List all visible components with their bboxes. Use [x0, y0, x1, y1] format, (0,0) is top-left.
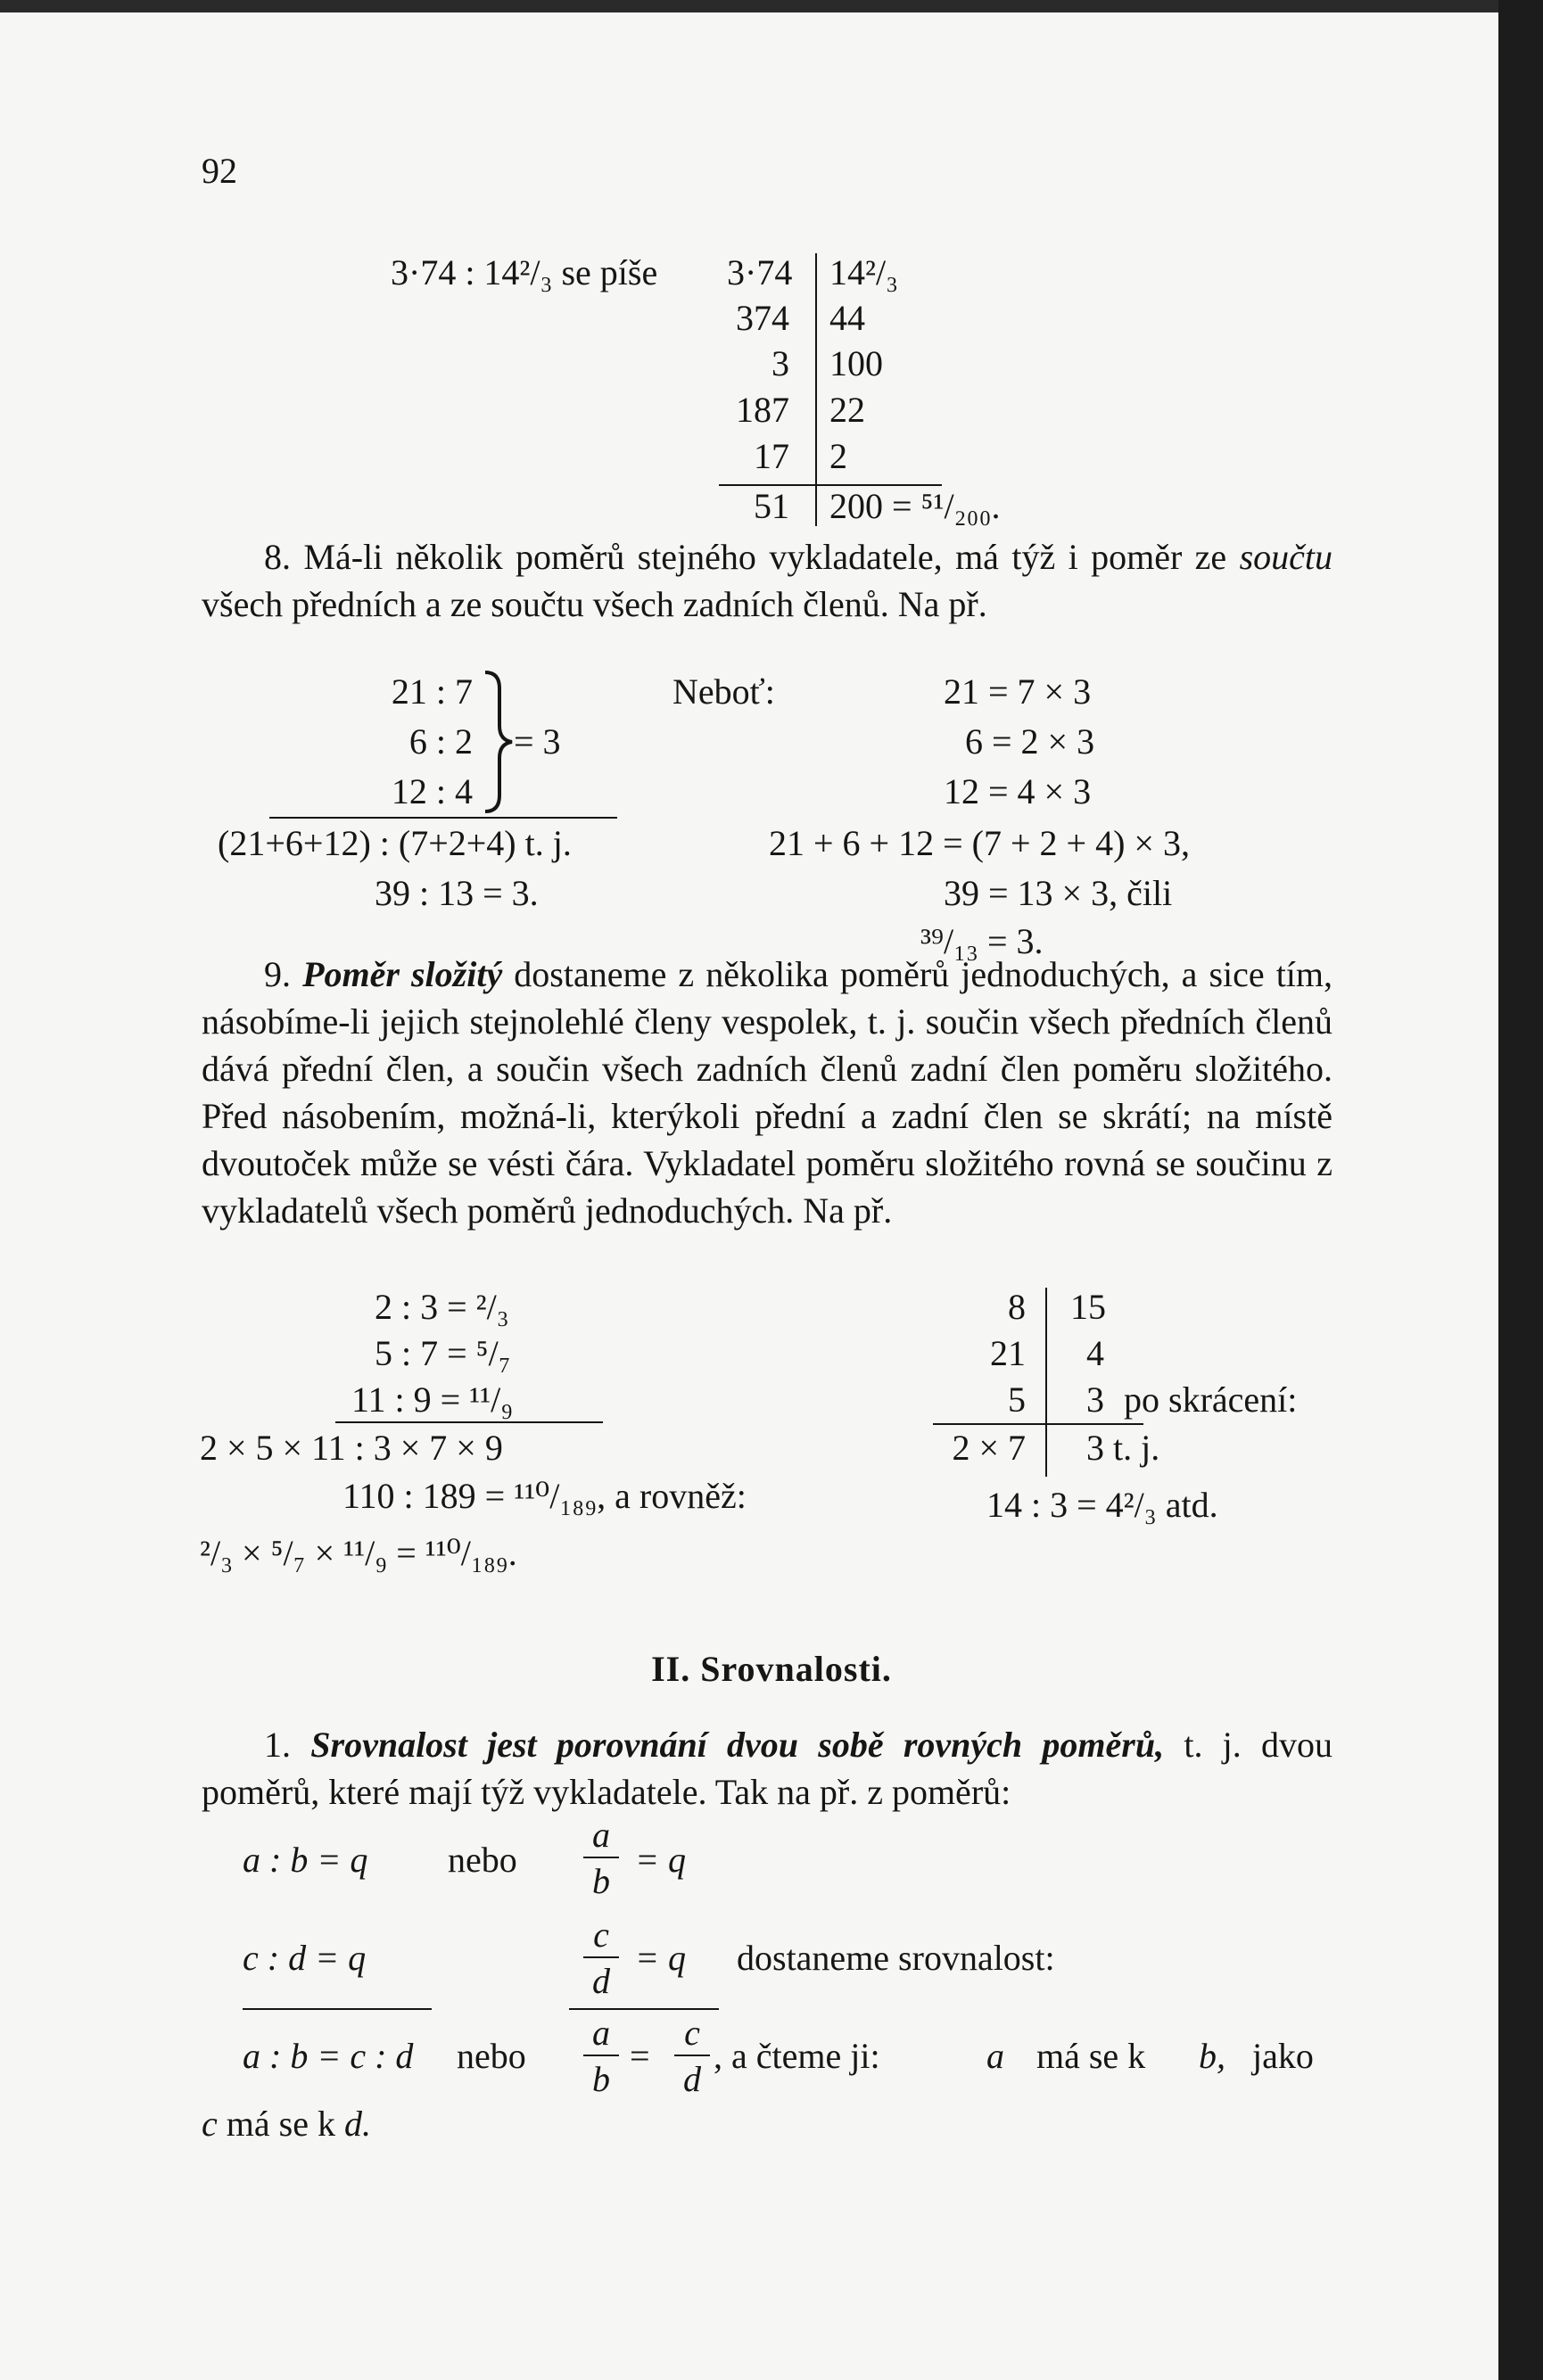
division-right-cell: 200 = ⁵¹/₂₀₀. — [829, 486, 1001, 526]
product-result: 110 : 189 = ¹¹⁰/₁₈₉, a rovněž: — [342, 1476, 747, 1516]
scan-right-edge — [1498, 0, 1543, 2380]
fraction-bar — [583, 1857, 619, 1858]
sum-line: (21+6+12) : (7+2+4) t. j. — [218, 823, 572, 863]
fraction-denominator: b — [592, 2059, 610, 2099]
grid-right-cell: 3 — [1086, 1379, 1104, 1420]
division-right-cell: 44 — [829, 298, 865, 338]
paragraph-9 — [202, 951, 1333, 1234]
equation-tail: jako — [1252, 2036, 1314, 2076]
division-left-cell: 3 — [772, 343, 789, 383]
grid-right-cell: 3 t. j. — [1086, 1428, 1160, 1468]
emphasis-text: součtu — [1239, 537, 1333, 577]
fraction-bar — [583, 2055, 619, 2056]
grid-result: 14 : 3 = 4²/₃ atd. — [986, 1485, 1218, 1525]
product-line: 2 × 5 × 11 : 3 × 7 × 9 — [200, 1428, 503, 1468]
equation-rhs: = q — [635, 1938, 686, 1978]
ratio-fraction: 5 : 7 = ⁵/₇ — [375, 1333, 511, 1373]
paragraph-number: 8. — [264, 537, 291, 577]
fraction-product: ²/₃ × ⁵/₇ × ¹¹/₉ = ¹¹⁰/₁₈₉. — [200, 1533, 517, 1573]
fraction-numerator: c — [684, 2013, 700, 2053]
right-brace — [482, 671, 517, 813]
paragraph-8 — [202, 533, 1333, 628]
grid-left-cell: 21 — [990, 1333, 1026, 1373]
ratio-line: 12 : 4 — [391, 771, 473, 811]
equation-word: nebo — [457, 2036, 526, 2076]
equation-rule — [569, 2008, 719, 2010]
grid-right-cell: 4 — [1086, 1333, 1104, 1373]
equation-ratio: a : b = q — [243, 1840, 368, 1880]
division-right-cell: 2 — [829, 436, 847, 476]
division-intro: 3·74 : 14²/₃ se píše — [391, 252, 658, 292]
grid-horizontal-rule — [933, 1423, 1143, 1425]
equation-tail: dostaneme srovnalost: — [737, 1938, 1055, 1978]
grid-vertical-rule — [1045, 1288, 1047, 1477]
page-number: 92 — [202, 151, 237, 191]
fraction-bar — [583, 1956, 619, 1958]
identity-line: ³⁹/₁₃ = 3. — [920, 921, 1044, 961]
equation-tail: , a čteme ji: — [714, 2036, 880, 2076]
paragraph-section2-1 — [202, 1721, 1333, 1816]
paragraph-text: Má-li několik poměrů stejného vykladatele, má týž i poměr ze — [303, 537, 1227, 577]
identity-line: 39 = 13 × 3, čili — [944, 873, 1173, 913]
fraction-denominator: b — [592, 1861, 610, 1901]
fraction-numerator: a — [592, 2013, 610, 2053]
division-left-cell: 187 — [736, 390, 789, 430]
sum-result: 39 : 13 = 3. — [375, 873, 539, 913]
equals-sign: = — [630, 2036, 650, 2076]
variable-a: a — [986, 2036, 1004, 2076]
division-left-cell: 374 — [736, 298, 789, 338]
grid-left-cell: 8 — [1008, 1287, 1026, 1327]
emphasis-text: Poměr složitý — [302, 954, 503, 994]
paragraph-text: t. j. dvou poměrů, které mají týž vykladatele. Tak na př. z poměrů: — [202, 1725, 1333, 1812]
scan-top-edge — [0, 0, 1543, 12]
nebot-label: Neboť: — [672, 671, 775, 712]
ratio-fraction: 11 : 9 = ¹¹/₉ — [351, 1379, 514, 1420]
paragraph-text: všech předních a ze součtu všech zadních členů. Na př. — [202, 584, 987, 624]
grid-right-cell: 15 — [1070, 1287, 1106, 1327]
paragraph-text: dostaneme z několika poměrů jednoduchých, a sice tím, násobíme-li jejich stejnolehlé členy vespolek, t. j. součin všech předních členů dává přední člen, a součin všech zadních členů zadní člen poměru složitého. Před násobením, možná-li, kterýkoli přední a zadní člen se skrátí; na místě dvoutoček může se vésti čára. Vykladatel poměru složitého rovná se součinu z vykladatelů všech poměrů jednoduchých. Na př. — [202, 954, 1333, 1231]
brace-result: = 3 — [514, 721, 561, 762]
product-overline — [335, 1421, 603, 1423]
equation-word: nebo — [448, 1840, 517, 1880]
equation-rhs: = q — [635, 1840, 686, 1880]
division-right-cell: 14²/₃ — [829, 252, 899, 292]
division-right-cell: 22 — [829, 390, 865, 430]
after-reduce-label: po skrácení: — [1124, 1379, 1298, 1420]
fraction-numerator: c — [593, 1915, 609, 1955]
sum-overline — [269, 817, 617, 819]
equation-tail: má se k — [1036, 2036, 1146, 2076]
paragraph-number: 9. — [264, 954, 291, 994]
variable-c: c — [202, 2104, 218, 2144]
grid-left-cell: 5 — [1008, 1379, 1026, 1420]
fraction-bar — [674, 2055, 710, 2056]
ratio-line: 6 : 2 — [408, 721, 473, 762]
ratio-line: 21 : 7 — [391, 671, 473, 712]
identity-line: 21 + 6 + 12 = (7 + 2 + 4) × 3, — [769, 823, 1190, 863]
grid-left-cell: 2 × 7 — [952, 1428, 1026, 1468]
section-heading: II. Srovnalosti. — [651, 1649, 892, 1689]
ratio-fraction: 2 : 3 = ²/₃ — [375, 1287, 509, 1327]
variable-b: b, — [1199, 2036, 1225, 2076]
identity-line: 12 = 4 × 3 — [944, 771, 1092, 811]
equation-rule — [243, 2008, 432, 2010]
division-left-cell: 51 — [754, 486, 789, 526]
paragraph-number: 1. — [264, 1725, 291, 1765]
closing-line — [202, 2106, 371, 2142]
emphasis-text: Srovnalost jest porovnání dvou sobě rovných poměrů, — [310, 1725, 1165, 1765]
closing-text: má se k — [226, 2104, 335, 2144]
identity-line: 21 = 7 × 3 — [944, 671, 1092, 712]
fraction-denominator: d — [592, 1961, 610, 2001]
fraction-denominator: d — [683, 2059, 701, 2099]
variable-d: d. — [343, 2104, 371, 2144]
equation-proportion: a : b = c : d — [243, 2036, 414, 2076]
equation-ratio: c : d = q — [243, 1938, 367, 1978]
fraction-numerator: a — [592, 1815, 610, 1855]
identity-line: 6 = 2 × 3 — [965, 721, 1095, 762]
division-left-cell: 3·74 — [727, 252, 793, 292]
division-right-cell: 100 — [829, 343, 883, 383]
division-left-cell: 17 — [754, 436, 789, 476]
